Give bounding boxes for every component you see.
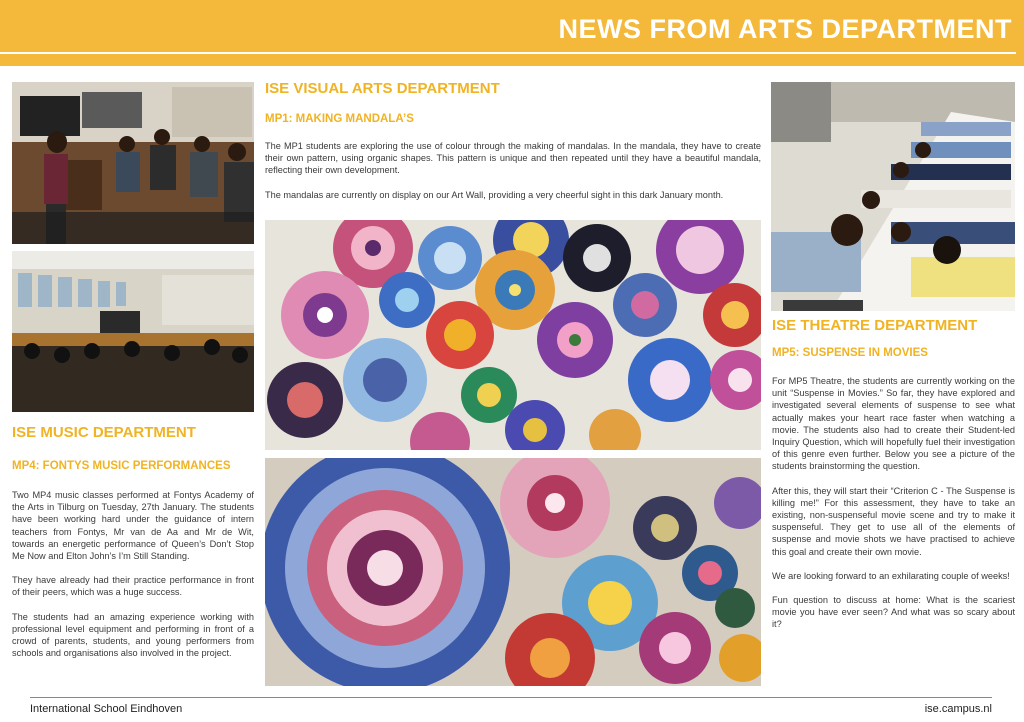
theatre-body: [772, 375, 1015, 643]
theatre-subtitle: MP5: SUSPENSE IN MOVIES: [772, 347, 928, 359]
music-paragraph: They have already had their practice performance in front of their peers, which was a huge success.: [12, 575, 254, 598]
mandala-closeup-photo: [265, 458, 761, 686]
music-paragraph: Two MP4 music classes performed at Fontys Academy of the Arts in Tilburg on Tuesday, 27th January. The students have been working hard under the guidance of intern teachers from Fontys, Mr van de Aa and Mr de Wit, towards an energetic performance of Queen’s Don’t Stop Me Now and Elton John’s I’m Still Standing.: [12, 490, 254, 562]
footer-website-link[interactable]: ise.campus.nl: [924, 703, 992, 715]
header-divider: [0, 52, 1016, 54]
music-subtitle: MP4: FONTYS MUSIC PERFORMANCES: [12, 460, 231, 472]
footer-divider: [30, 697, 992, 698]
theatre-paragraph: Fun question to discuss at home: What is the scariest movie you have ever seen? And what was so scary about it?: [772, 595, 1015, 630]
music-section-title: ISE MUSIC DEPARTMENT: [12, 424, 196, 441]
page-header: [0, 0, 1024, 66]
mandala-wall-photo: [265, 220, 761, 450]
visual-arts-body: [265, 140, 761, 213]
footer-school-name: International School Eindhoven: [30, 703, 183, 715]
theatre-students-brainstorming-photo: [771, 82, 1015, 311]
visual-arts-subtitle: MP1: MAKING MANDALA’S: [265, 113, 414, 125]
theatre-section-title: ISE THEATRE DEPARTMENT: [772, 317, 978, 334]
music-performance-hall-photo: [12, 251, 254, 412]
visual-arts-paragraph: The MP1 students are exploring the use of colour through the making of mandalas. In the mandala, they have to create their own pattern, using organic shapes. This pattern is unique and then repeated until they have a beautiful mandala, reflecting their own development.: [265, 141, 761, 176]
page-title: NEWS FROM ARTS DEPARTMENT: [558, 14, 1012, 44]
theatre-paragraph: For MP5 Theatre, the students are currently working on the unit “Suspense in Movies.” So far, they have explored and investigated several elements of suspense to see what actually makes your heart race faster when watching a movie. The students also had to create their Student-led Inquiry Question, which will hopefully fuel their investigation of this genre even further. Below you see a picture of the students brainstorming the question.: [772, 376, 1015, 472]
visual-arts-section-title: ISE VISUAL ARTS DEPARTMENT: [265, 80, 500, 97]
visual-arts-paragraph: The mandalas are currently on display on our Art Wall, providing a very cheerful sight in this dark January month.: [265, 189, 724, 200]
music-paragraph: The students had an amazing experience working with professional level equipment and performing in front of a crowd of parents, students, and young performers from schools and organisations also involved in the project.: [12, 611, 254, 659]
theatre-paragraph: After this, they will start their “Criterion C - The Suspense is killing me!” For this assessment, they have to take an existing, non-suspenseful movie scene and try to make it suspenseful. They get to use all of the elements of suspense and movie shots we have practised to achieve this goal and create their own movie.: [772, 485, 1015, 557]
music-rehearsal-photo: [12, 82, 254, 244]
theatre-paragraph: We are looking forward to an exhilarating couple of weeks!: [772, 570, 1010, 581]
music-body: [12, 489, 254, 671]
